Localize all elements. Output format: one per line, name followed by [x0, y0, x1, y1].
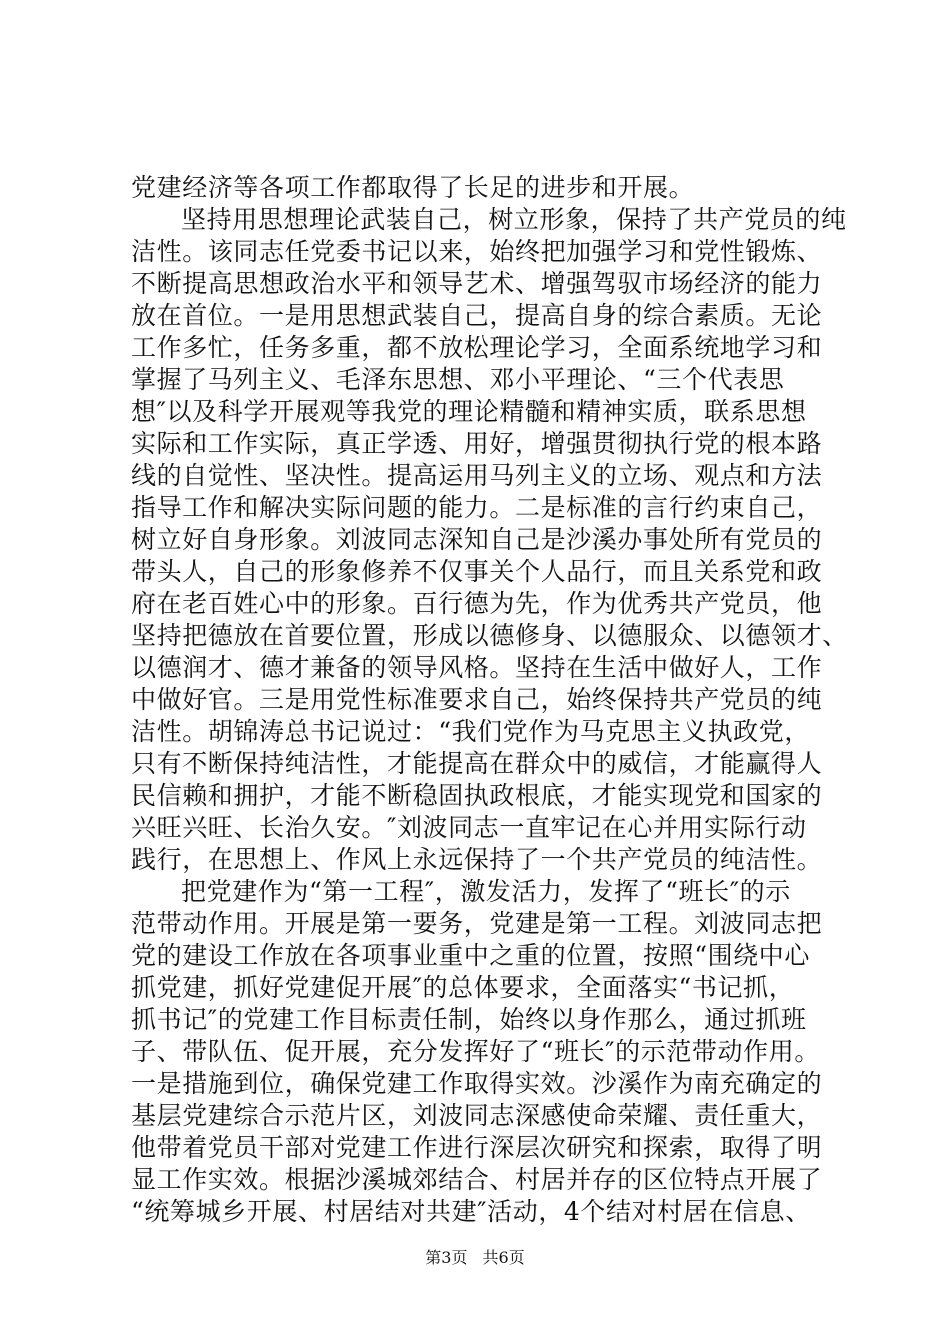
text-line: 线的自觉性、坚决性。提高运用马列主义的立场、观点和方法 — [131, 461, 823, 490]
text-line: 坚持把德放在首要位置，形成以德修身、以德服众、以德领才、 — [131, 621, 848, 650]
text-line: 掌握了马列主义、毛泽东思想、邓小平理论、“三个代表思 — [131, 365, 785, 394]
page-footer — [0, 1245, 950, 1268]
text-line: 践行，在思想上、作风上永远保持了一个共产党员的纯洁性。 — [131, 845, 823, 874]
text-line: 放在首位。一是用思想武装自己，提高自身的综合素质。无论 — [131, 301, 823, 330]
text-line: 抓书记″的党建工作目标责任制，始终以身作那么，通过抓班 — [131, 1005, 807, 1034]
text-line: 实际和工作实际，真正学透、用好，增强贯彻执行党的根本路 — [131, 429, 823, 458]
text-line: 党建经济等各项工作都取得了长足的进步和开展。 — [131, 173, 695, 202]
text-line: 兴旺兴旺、长治久安。″刘波同志一直牢记在心并用实际行动 — [131, 813, 807, 842]
text-line: 坚持用思想理论武装自己，树立形象，保持了共产党员的纯 — [181, 205, 847, 234]
text-line: 工作多忙，任务多重，都不放松理论学习，全面系统地学习和 — [131, 333, 823, 362]
text-line: 带头人，自己的形象修养不仅事关个人品行，而且关系党和政 — [131, 557, 823, 586]
text-line: 以德润才、德才兼备的领导风格。坚持在生活中做好人，工作 — [131, 653, 823, 682]
text-line: 把党建作为“第一工程″，激发活力，发挥了“班长″的示 — [181, 877, 791, 906]
text-line: 洁性。该同志任党委书记以来，始终把加强学习和党性锻炼、 — [131, 237, 823, 266]
text-line: 党的建设工作放在各项事业重中之重的位置，按照“围绕中心 — [131, 941, 810, 970]
text-line: 范带动作用。开展是第一要务，党建是第一工程。刘波同志把 — [131, 909, 823, 938]
text-line: 只有不断保持纯洁性，才能提高在群众中的威信，才能赢得人 — [131, 749, 823, 778]
page-number: 第3页 — [425, 1248, 468, 1267]
text-line: “统筹城乡开展、村居结对共建″活动，4个结对村居在信息、 — [131, 1197, 811, 1226]
text-line: 一是措施到位，确保党建工作取得实效。沙溪作为南充确定的 — [131, 1069, 823, 1098]
text-line: 民信赖和拥护，才能不断稳固执政根底，才能实现党和国家的 — [131, 781, 823, 810]
text-line: 抓党建，抓好党建促开展″的总体要求，全面落实“书记抓， — [131, 973, 795, 1002]
text-line: 基层党建综合示范片区，刘波同志深感使命荣耀、责任重大， — [131, 1101, 823, 1130]
text-line: 树立好自身形象。刘波同志深知自己是沙溪办事处所有党员的 — [131, 525, 823, 554]
text-line: 中做好官。三是用党性标准要求自己，始终保持共产党员的纯 — [131, 685, 823, 714]
text-line: 他带着党员干部对党建工作进行深层次研究和探索，取得了明 — [131, 1133, 823, 1162]
text-line: 显工作实效。根据沙溪城郊结合、村居并存的区位特点开展了 — [131, 1165, 823, 1194]
text-line: 府在老百姓心中的形象。百行德为先，作为优秀共产党员，他 — [131, 589, 823, 618]
text-line: 子、带队伍、促开展，充分发挥好了“班长″的示范带动作用。 — [131, 1037, 820, 1066]
text-line: 想″以及科学开展观等我党的理论精髓和精神实质，联系思想 — [131, 397, 807, 426]
page-total: 共6页 — [482, 1248, 525, 1267]
text-line: 洁性。胡锦涛总书记说过：“我们党作为马克思主义执政党， — [131, 717, 810, 746]
text-line: 指导工作和解决实际问题的能力。二是标准的言行约束自己， — [131, 493, 823, 522]
text-line: 不断提高思想政治水平和领导艺术、增强驾驭市场经济的能力 — [131, 269, 823, 298]
document-body — [131, 172, 851, 1228]
